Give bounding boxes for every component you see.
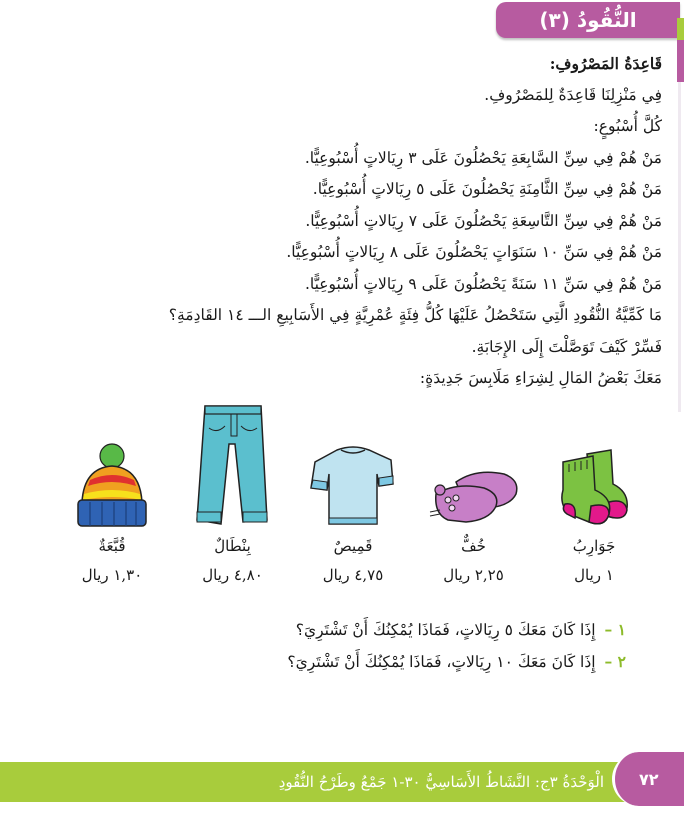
- question-number: ٢ –: [604, 652, 626, 671]
- question-number: ١ –: [604, 620, 626, 639]
- unit-label: الْوَحْدَةُ ٣ج: النَّشَاطُ الأَسَاسِيُّ ٣٠-١ جَمْعُ وطَرْحُ النُّقُودِ: [278, 773, 604, 791]
- question-1: [287, 614, 626, 646]
- rule-line: مَنْ هُمْ فِي سَنِّ ١٠ سَنَوَاتٍ يَحْصُلُونَ عَلَى ٨ رِيَالاتٍ أُسْبُوعِيًّا.: [286, 243, 662, 261]
- item-name: بِنْطَالٌ: [214, 537, 251, 555]
- item-socks: [540, 412, 648, 602]
- question-2: [287, 646, 626, 678]
- page-number-badge: [612, 752, 684, 806]
- item-price: ٢,٢٥ ريال: [443, 566, 504, 584]
- rule-line: مَنْ هُمْ فِي سِنِّ السَّابِعَةِ يَحْصُلُونَ عَلَى ٣ رِيَالاتٍ أُسْبُوعِيًّا.: [304, 148, 662, 167]
- text-line: كُلَّ أُسْبُوعٍ:: [593, 117, 662, 135]
- question-line: مَا كَمِّيَّةُ النُّقُودِ الَّتِي سَتَحْصُلُ عَلَيْهَا كُلُّ فِئَةٍ عُمْرِيَّةٍ فِي الأَسَابِيعِ الـــ ١٤ القَادِمَةِ؟: [168, 306, 662, 324]
- lesson-text: [102, 48, 662, 395]
- item-shirt: [299, 412, 407, 602]
- page-number: ٧٢: [639, 769, 659, 789]
- item-price: ١,٣٠ ريال: [81, 566, 143, 584]
- item-pants: [179, 412, 287, 602]
- question-text: إِذَا كَانَ مَعَكَ ١٠ رِيَالاتٍ، فَمَاذَا يُمْكِنُكَ أَنْ تَشْتَرِيَ؟: [287, 653, 596, 671]
- edge-divider: [678, 82, 681, 412]
- page-title-tab: [496, 2, 680, 38]
- item-price: ٤,٧٥ ريال: [322, 566, 384, 584]
- section-heading: قَاعِدَةُ المَصْرُوفِ:: [549, 54, 662, 73]
- shirt-icon: [301, 412, 405, 530]
- socks-icon: [542, 412, 646, 530]
- intro-line: مَعَكَ بَعْضُ المَالِ لِشِرَاءِ مَلَابِسَ جَدِيدَةٍ:: [419, 369, 662, 387]
- item-price: ٤,٨٠ ريال: [202, 566, 263, 584]
- item-hat: [58, 412, 166, 602]
- item-name: قَمِيصٌ: [333, 537, 373, 555]
- clothing-items: [58, 412, 648, 602]
- item-slippers: [420, 412, 528, 602]
- item-name: جَوَارِبُ: [572, 537, 616, 555]
- pants-icon: [181, 400, 285, 530]
- question-text: إِذَا كَانَ مَعَكَ ٥ رِيَالاتٍ، فَمَاذَا يُمْكِنُكَ أَنْ تَشْتَرِيَ؟: [295, 621, 596, 639]
- edge-accent-green: [677, 18, 684, 40]
- rule-line: مَنْ هُمْ فِي سِنِّ الثَّامِنَةِ يَحْصُلُونَ عَلَى ٥ رِيَالاتٍ أُسْبُوعِيًّا.: [312, 180, 662, 198]
- text-line: فِي مَنْزِلِنَا قَاعِدَةٌ لِلمَصْرُوفِ.: [484, 85, 662, 104]
- item-name: قُبَّعَةٌ: [98, 537, 126, 555]
- slippers-icon: [422, 412, 526, 530]
- exercise-questions: [287, 614, 626, 678]
- item-name: خُفٌّ: [461, 537, 486, 555]
- page-title: النُّقُودُ (٣): [539, 8, 637, 32]
- hat-icon: [60, 412, 164, 530]
- question-line: فَسِّرْ كَيْفَ تَوَصَّلْتَ إِلَى الإِجَابَةِ.: [471, 337, 662, 356]
- rule-line: مَنْ هُمْ فِي سِنِّ التَّاسِعَةِ يَحْصُلُونَ عَلَى ٧ رِيَالاتٍ أُسْبُوعِيًّا.: [305, 211, 662, 230]
- item-price: ١ ريال: [574, 566, 614, 584]
- rule-line: مَنْ هُمْ فِي سَنِّ ١١ سَنَةً يَحْصُلُونَ عَلَى ٩ رِيَالاتٍ أُسْبُوعِيًّا.: [304, 274, 662, 293]
- edge-accent-purple: [677, 40, 684, 82]
